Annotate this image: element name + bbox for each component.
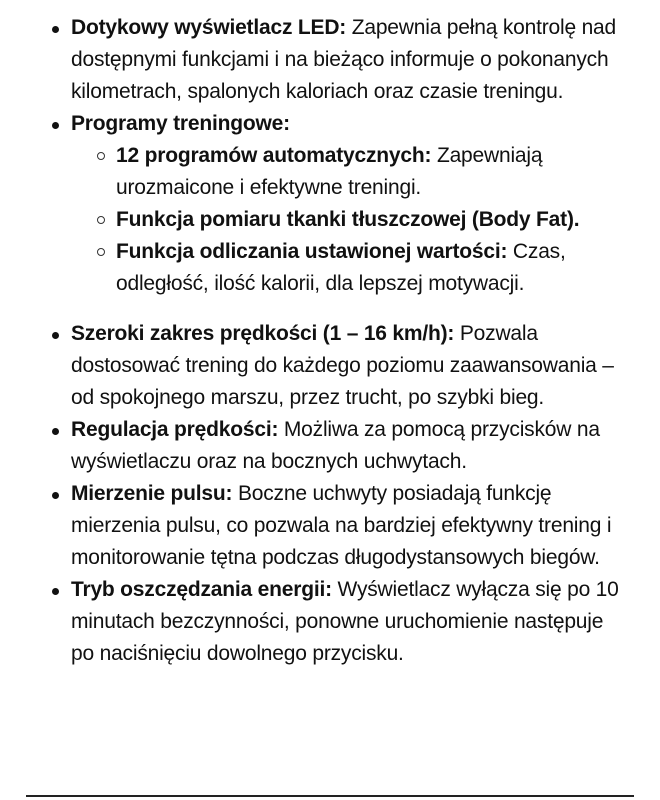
- item-text: Możliwa za pomocą przycisków na wyświetlaczu oraz na bocznych uchwytach.: [71, 418, 600, 473]
- item-title: Programy treningowe:: [71, 112, 290, 135]
- item-title: Szeroki zakres prędkości (1 – 16 km/h):: [71, 322, 455, 345]
- bullet-icon: [52, 332, 59, 339]
- list-item: [0, 318, 660, 414]
- bullet-icon: [52, 588, 59, 595]
- spacer: [0, 300, 660, 318]
- feature-list-1: [0, 12, 660, 140]
- sub-list-item: [0, 236, 660, 300]
- list-item: [0, 574, 660, 670]
- sub-list-item: [0, 140, 660, 204]
- item-text: Zapewniają urozmaicone i efektywne treningi.: [116, 144, 543, 199]
- item-text: Pozwala dostosować trening do każdego poziomu zaawansowania – od spokojnego marszu, przez trucht, po szybki bieg.: [71, 322, 614, 409]
- item-text: Czas, odległość, ilość kalorii, dla lepszej motywacji.: [116, 240, 566, 295]
- list-item: [0, 108, 660, 140]
- item-title: Mierzenie pulsu:: [71, 482, 233, 505]
- circle-bullet-icon: [97, 152, 105, 160]
- item-text: Boczne uchwyty posiadają funkcję mierzenia pulsu, co pozwala na bardziej efektywny trening i monitorowanie tętna podczas długodystansowych biegów.: [71, 482, 612, 569]
- bullet-icon: [52, 428, 59, 435]
- item-title: Funkcja pomiaru tkanki tłuszczowej (Body Fat).: [116, 208, 580, 231]
- item-title: Tryb oszczędzania energii:: [71, 578, 332, 601]
- circle-bullet-icon: [97, 248, 105, 256]
- circle-bullet-icon: [97, 216, 105, 224]
- sub-list-item: [0, 204, 660, 236]
- item-text: Zapewnia pełną kontrolę nad dostępnymi funkcjami i na bieżąco informuje o pokonanych kilometrach, spalonych kaloriach oraz czasie treningu.: [71, 16, 617, 103]
- bullet-icon: [52, 26, 59, 33]
- horizontal-divider: [26, 795, 634, 797]
- item-text: Wyświetlacz wyłącza się po 10 minutach bezczynności, ponowne uruchomienie następuje po naciśnięciu dowolnego przycisku.: [71, 578, 619, 665]
- item-title: Regulacja prędkości:: [71, 418, 279, 441]
- feature-list-2: [0, 318, 660, 670]
- item-title: Funkcja odliczania ustawionej wartości:: [116, 240, 508, 263]
- item-title: Dotykowy wyświetlacz LED:: [71, 16, 347, 39]
- sub-list: [0, 140, 660, 300]
- document-content: [0, 12, 660, 670]
- item-title: 12 programów automatycznych:: [116, 144, 432, 167]
- list-item: [0, 478, 660, 574]
- bullet-icon: [52, 492, 59, 499]
- list-item: [0, 414, 660, 478]
- list-item: [0, 12, 660, 108]
- bullet-icon: [52, 122, 59, 129]
